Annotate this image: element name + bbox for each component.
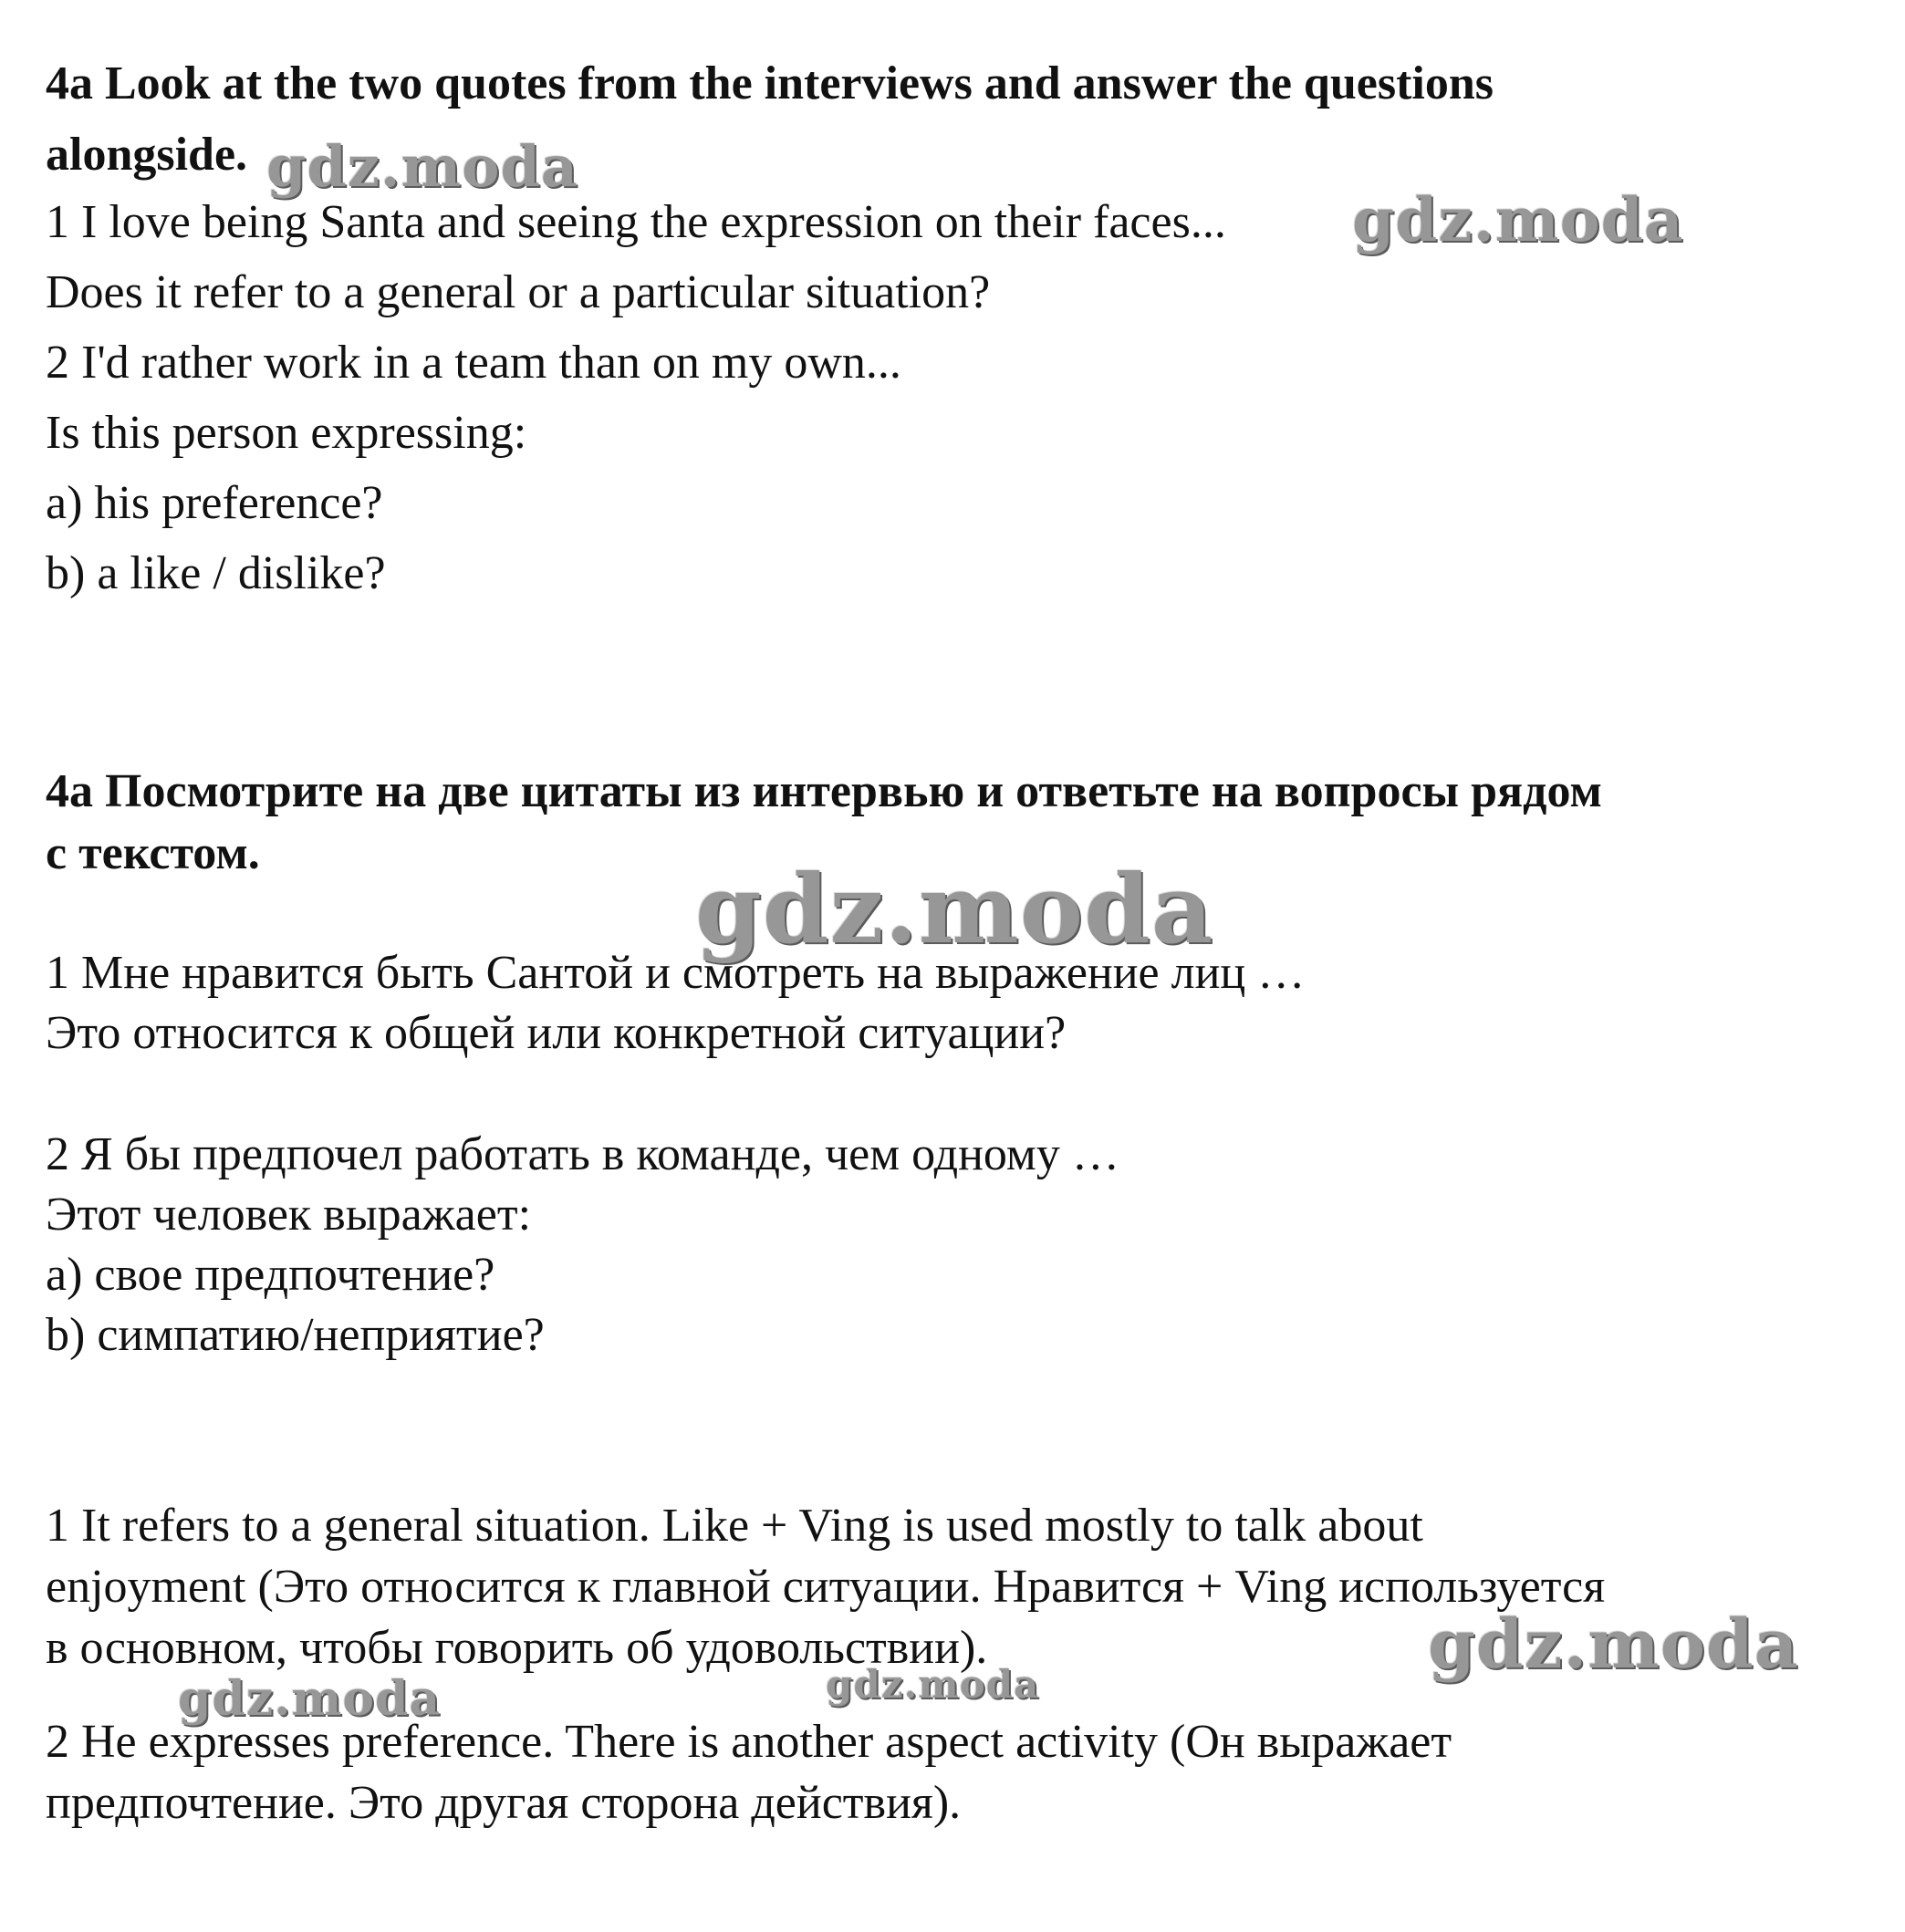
task-heading-en-line2: alongside. bbox=[46, 129, 248, 181]
quote-1-en: 1 I love being Santa and seeing the expression on their faces... bbox=[46, 196, 1226, 248]
option-b-en: b) a like / dislike? bbox=[46, 547, 386, 599]
question-1-en: Does it refer to a general or a particular situation? bbox=[46, 266, 991, 318]
option-b-ru: b) симпатию/неприятие? bbox=[46, 1309, 545, 1361]
watermark: gdz.moda bbox=[695, 853, 1214, 965]
option-a-ru: а) свое предпочтение? bbox=[46, 1249, 495, 1301]
question-2-en: Is this person expressing: bbox=[46, 407, 527, 459]
quote-2-en: 2 I'd rather work in a team than on my own... bbox=[46, 337, 901, 389]
answer-2-line1: 2 He expresses preference. There is another aspect activity (Он выражает bbox=[46, 1716, 1452, 1768]
task-heading-ru-line1: 4a Посмотрите на две цитаты из интервью и ответьте на вопросы рядом bbox=[46, 765, 1602, 817]
task-heading-ru-line2: с текстом. bbox=[46, 827, 260, 879]
task-heading-en-line1: 4a Look at the two quotes from the interviews and answer the questions bbox=[46, 57, 1494, 109]
answer-2-line2: предпочтение. Это другая сторона действия). bbox=[46, 1777, 962, 1829]
watermark: gdz.moda bbox=[266, 133, 578, 200]
watermark: gdz.moda bbox=[178, 1671, 442, 1727]
watermark: gdz.moda bbox=[1428, 1605, 1799, 1684]
answer-1-line2: enjoyment (Это относится к главной ситуации. Нравится + Ving используется bbox=[46, 1561, 1606, 1613]
watermark: gdz.moda bbox=[826, 1662, 1040, 1707]
question-2-ru: Этот человек выражает: bbox=[46, 1189, 532, 1241]
answer-1-line3: в основном, чтобы говорить об удовольствии). bbox=[46, 1622, 988, 1674]
option-a-en: a) his preference? bbox=[46, 477, 383, 529]
quote-1-ru: 1 Мне нравится быть Сантой и смотреть на выражение лиц … bbox=[46, 947, 1306, 999]
question-1-ru: Это относится к общей или конкретной ситуации? bbox=[46, 1007, 1067, 1059]
watermark: gdz.moda bbox=[1352, 184, 1684, 255]
answer-1-line1: 1 It refers to a general situation. Like + Ving is used mostly to talk about bbox=[46, 1500, 1423, 1552]
quote-2-ru: 2 Я бы предпочел работать в команде, чем одному … bbox=[46, 1128, 1119, 1180]
